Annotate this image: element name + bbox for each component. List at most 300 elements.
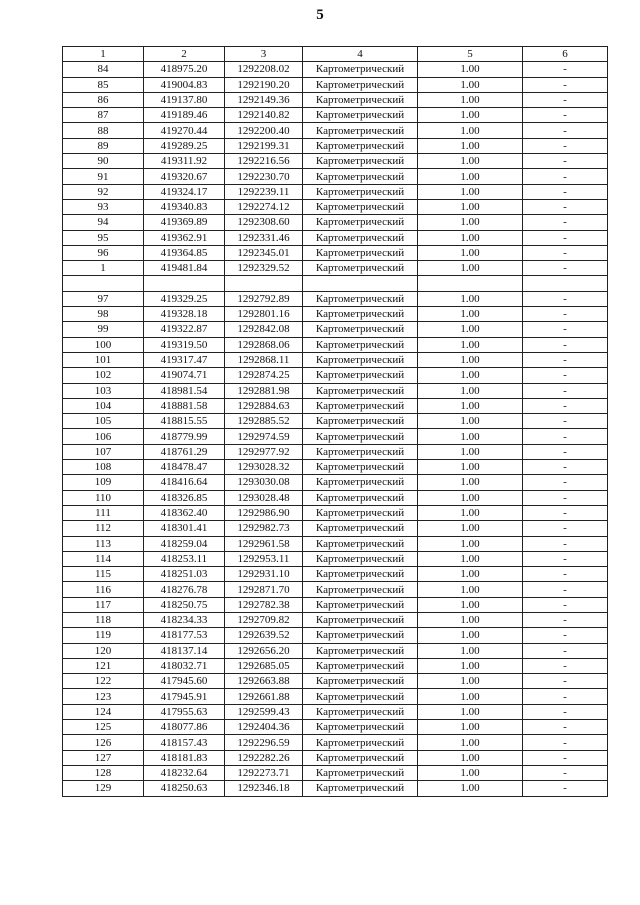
note-cell: - xyxy=(523,199,608,214)
point-number-cell: 100 xyxy=(63,337,144,352)
note-cell: - xyxy=(523,567,608,582)
x-coordinate-cell: 418177.53 xyxy=(144,628,225,643)
x-coordinate-cell: 418301.41 xyxy=(144,521,225,536)
point-number-cell: 90 xyxy=(63,154,144,169)
x-coordinate-cell: 419317.47 xyxy=(144,352,225,367)
y-coordinate-cell: 1292346.18 xyxy=(225,781,303,796)
table-row xyxy=(63,475,608,490)
accuracy-cell: 1.00 xyxy=(418,674,523,689)
table-row xyxy=(63,689,608,704)
x-coordinate-cell: 419369.89 xyxy=(144,215,225,230)
table-row xyxy=(63,184,608,199)
table-row xyxy=(63,551,608,566)
accuracy-cell: 1.00 xyxy=(418,582,523,597)
note-cell: - xyxy=(523,735,608,750)
column-header-1: 1 xyxy=(63,47,144,62)
note-cell: - xyxy=(523,689,608,704)
y-coordinate-cell: 1292782.38 xyxy=(225,597,303,612)
y-coordinate-cell: 1292842.08 xyxy=(225,322,303,337)
y-coordinate-cell: 1292308.60 xyxy=(225,215,303,230)
table-row xyxy=(63,230,608,245)
y-coordinate-cell: 1292230.70 xyxy=(225,169,303,184)
accuracy-cell: 1.00 xyxy=(418,475,523,490)
point-number-cell: 119 xyxy=(63,628,144,643)
method-cell: Картометрический xyxy=(303,505,418,520)
x-coordinate-cell: 418250.63 xyxy=(144,781,225,796)
note-cell: - xyxy=(523,291,608,306)
x-coordinate-cell: 419320.67 xyxy=(144,169,225,184)
point-number-cell: 124 xyxy=(63,704,144,719)
note-cell: - xyxy=(523,444,608,459)
accuracy-cell: 1.00 xyxy=(418,720,523,735)
point-number-cell: 115 xyxy=(63,567,144,582)
accuracy-cell: 1.00 xyxy=(418,567,523,582)
method-cell: Картометрический xyxy=(303,261,418,276)
note-cell: - xyxy=(523,460,608,475)
note-cell: - xyxy=(523,429,608,444)
accuracy-cell: 1.00 xyxy=(418,628,523,643)
y-coordinate-cell: 1292599.43 xyxy=(225,704,303,719)
x-coordinate-cell: 419328.18 xyxy=(144,307,225,322)
point-number-cell: 122 xyxy=(63,674,144,689)
x-coordinate-cell: 418157.43 xyxy=(144,735,225,750)
point-number-cell: 87 xyxy=(63,108,144,123)
table-row xyxy=(63,322,608,337)
table-row xyxy=(63,108,608,123)
method-cell: Картометрический xyxy=(303,720,418,735)
accuracy-cell: 1.00 xyxy=(418,383,523,398)
table-row xyxy=(63,765,608,780)
y-coordinate-cell: 1292977.92 xyxy=(225,444,303,459)
note-cell: - xyxy=(523,154,608,169)
y-coordinate-cell: 1292663.88 xyxy=(225,674,303,689)
method-cell: Картометрический xyxy=(303,215,418,230)
point-number-cell: 92 xyxy=(63,184,144,199)
method-cell: Картометрический xyxy=(303,414,418,429)
x-coordinate-cell: 419074.71 xyxy=(144,368,225,383)
x-coordinate-cell: 419311.92 xyxy=(144,154,225,169)
page-number: 5 xyxy=(316,7,324,23)
header-row xyxy=(63,47,608,62)
table-row xyxy=(63,643,608,658)
note-cell: - xyxy=(523,383,608,398)
note-cell: - xyxy=(523,184,608,199)
y-coordinate-cell: 1292190.20 xyxy=(225,77,303,92)
table-row xyxy=(63,154,608,169)
method-cell: Картометрический xyxy=(303,77,418,92)
x-coordinate-cell: 419322.87 xyxy=(144,322,225,337)
accuracy-cell xyxy=(418,276,523,291)
accuracy-cell: 1.00 xyxy=(418,414,523,429)
y-coordinate-cell: 1292868.06 xyxy=(225,337,303,352)
method-cell: Картометрический xyxy=(303,582,418,597)
table-row xyxy=(63,352,608,367)
y-coordinate-cell: 1292709.82 xyxy=(225,612,303,627)
method-cell: Картометрический xyxy=(303,383,418,398)
note-cell: - xyxy=(523,490,608,505)
note-cell: - xyxy=(523,475,608,490)
table-header xyxy=(63,47,608,62)
note-cell: - xyxy=(523,92,608,107)
x-coordinate-cell: 418077.86 xyxy=(144,720,225,735)
point-number-cell: 105 xyxy=(63,414,144,429)
method-cell: Картометрический xyxy=(303,230,418,245)
x-coordinate-cell: 418259.04 xyxy=(144,536,225,551)
table-row xyxy=(63,261,608,276)
column-header-2: 2 xyxy=(144,47,225,62)
note-cell: - xyxy=(523,62,608,77)
point-number-cell: 98 xyxy=(63,307,144,322)
y-coordinate-cell: 1292961.58 xyxy=(225,536,303,551)
note-cell: - xyxy=(523,307,608,322)
method-cell: Картометрический xyxy=(303,307,418,322)
y-coordinate-cell: 1292685.05 xyxy=(225,658,303,673)
note-cell: - xyxy=(523,674,608,689)
note-cell: - xyxy=(523,612,608,627)
table-row xyxy=(63,307,608,322)
method-cell: Картометрический xyxy=(303,567,418,582)
note-cell: - xyxy=(523,322,608,337)
table-row xyxy=(63,750,608,765)
table-row xyxy=(63,582,608,597)
y-coordinate-cell: 1293028.32 xyxy=(225,460,303,475)
note-cell: - xyxy=(523,123,608,138)
method-cell: Картометрический xyxy=(303,551,418,566)
table-row xyxy=(63,567,608,582)
note-cell: - xyxy=(523,352,608,367)
point-number-cell: 127 xyxy=(63,750,144,765)
method-cell: Картометрический xyxy=(303,92,418,107)
y-coordinate-cell: 1292801.16 xyxy=(225,307,303,322)
y-coordinate-cell: 1292274.12 xyxy=(225,199,303,214)
method-cell: Картометрический xyxy=(303,169,418,184)
x-coordinate-cell: 419319.50 xyxy=(144,337,225,352)
x-coordinate-cell: 419362.91 xyxy=(144,230,225,245)
accuracy-cell: 1.00 xyxy=(418,123,523,138)
separator-row xyxy=(63,276,608,291)
x-coordinate-cell: 418253.11 xyxy=(144,551,225,566)
point-number-cell: 128 xyxy=(63,765,144,780)
x-coordinate-cell: 418181.83 xyxy=(144,750,225,765)
note-cell: - xyxy=(523,245,608,260)
method-cell: Картометрический xyxy=(303,689,418,704)
point-number-cell: 94 xyxy=(63,215,144,230)
note-cell: - xyxy=(523,261,608,276)
column-header-5: 5 xyxy=(418,47,523,62)
note-cell xyxy=(523,276,608,291)
y-coordinate-cell: 1292329.52 xyxy=(225,261,303,276)
point-number-cell: 117 xyxy=(63,597,144,612)
point-number-cell: 125 xyxy=(63,720,144,735)
table-body xyxy=(63,62,608,796)
note-cell: - xyxy=(523,77,608,92)
x-coordinate-cell: 418032.71 xyxy=(144,658,225,673)
method-cell: Картометрический xyxy=(303,735,418,750)
method-cell: Картометрический xyxy=(303,643,418,658)
note-cell: - xyxy=(523,368,608,383)
accuracy-cell: 1.00 xyxy=(418,658,523,673)
y-coordinate-cell: 1292656.20 xyxy=(225,643,303,658)
table-row xyxy=(63,337,608,352)
point-number-cell: 108 xyxy=(63,460,144,475)
note-cell: - xyxy=(523,414,608,429)
accuracy-cell: 1.00 xyxy=(418,368,523,383)
y-coordinate-cell: 1292200.40 xyxy=(225,123,303,138)
point-number-cell: 85 xyxy=(63,77,144,92)
accuracy-cell: 1.00 xyxy=(418,245,523,260)
table-row xyxy=(63,597,608,612)
point-number-cell: 116 xyxy=(63,582,144,597)
table-row xyxy=(63,123,608,138)
x-coordinate-cell: 418250.75 xyxy=(144,597,225,612)
table-row xyxy=(63,536,608,551)
table-row xyxy=(63,460,608,475)
point-number-cell: 109 xyxy=(63,475,144,490)
note-cell: - xyxy=(523,750,608,765)
table-row xyxy=(63,735,608,750)
accuracy-cell: 1.00 xyxy=(418,261,523,276)
accuracy-cell: 1.00 xyxy=(418,781,523,796)
accuracy-cell: 1.00 xyxy=(418,536,523,551)
column-header-4: 4 xyxy=(303,47,418,62)
x-coordinate-cell: 418975.20 xyxy=(144,62,225,77)
table-row xyxy=(63,62,608,77)
point-number-cell: 102 xyxy=(63,368,144,383)
note-cell: - xyxy=(523,720,608,735)
point-number-cell: 123 xyxy=(63,689,144,704)
accuracy-cell: 1.00 xyxy=(418,521,523,536)
y-coordinate-cell: 1292868.11 xyxy=(225,352,303,367)
y-coordinate-cell: 1292345.01 xyxy=(225,245,303,260)
method-cell: Картометрический xyxy=(303,154,418,169)
x-coordinate-cell: 418326.85 xyxy=(144,490,225,505)
y-coordinate-cell: 1292199.31 xyxy=(225,138,303,153)
table-row xyxy=(63,291,608,306)
x-coordinate-cell: 417945.91 xyxy=(144,689,225,704)
note-cell: - xyxy=(523,108,608,123)
note-cell: - xyxy=(523,215,608,230)
accuracy-cell: 1.00 xyxy=(418,612,523,627)
note-cell: - xyxy=(523,398,608,413)
point-number-cell: 1 xyxy=(63,261,144,276)
x-coordinate-cell: 419270.44 xyxy=(144,123,225,138)
point-number-cell: 121 xyxy=(63,658,144,673)
x-coordinate-cell: 417945.60 xyxy=(144,674,225,689)
y-coordinate-cell: 1292273.71 xyxy=(225,765,303,780)
table-row xyxy=(63,521,608,536)
table-row xyxy=(63,612,608,627)
coordinates-table xyxy=(62,46,608,797)
note-cell: - xyxy=(523,337,608,352)
note-cell: - xyxy=(523,505,608,520)
method-cell: Картометрический xyxy=(303,245,418,260)
point-number-cell: 93 xyxy=(63,199,144,214)
x-coordinate-cell: 418981.54 xyxy=(144,383,225,398)
x-coordinate-cell: 418761.29 xyxy=(144,444,225,459)
accuracy-cell: 1.00 xyxy=(418,398,523,413)
y-coordinate-cell: 1293028.48 xyxy=(225,490,303,505)
accuracy-cell: 1.00 xyxy=(418,735,523,750)
x-coordinate-cell: 419189.46 xyxy=(144,108,225,123)
note-cell: - xyxy=(523,230,608,245)
method-cell: Картометрический xyxy=(303,765,418,780)
note-cell: - xyxy=(523,704,608,719)
point-number-cell: 88 xyxy=(63,123,144,138)
point-number-cell: 112 xyxy=(63,521,144,536)
accuracy-cell: 1.00 xyxy=(418,230,523,245)
table-row xyxy=(63,720,608,735)
note-cell: - xyxy=(523,597,608,612)
note-cell: - xyxy=(523,138,608,153)
table-row xyxy=(63,414,608,429)
note-cell: - xyxy=(523,765,608,780)
y-coordinate-cell: 1292296.59 xyxy=(225,735,303,750)
method-cell: Картометрический xyxy=(303,460,418,475)
accuracy-cell: 1.00 xyxy=(418,169,523,184)
accuracy-cell: 1.00 xyxy=(418,444,523,459)
accuracy-cell: 1.00 xyxy=(418,505,523,520)
method-cell: Картометрический xyxy=(303,429,418,444)
point-number-cell: 103 xyxy=(63,383,144,398)
accuracy-cell: 1.00 xyxy=(418,765,523,780)
y-coordinate-cell: 1292885.52 xyxy=(225,414,303,429)
y-coordinate-cell: 1292331.46 xyxy=(225,230,303,245)
table-row xyxy=(63,138,608,153)
accuracy-cell: 1.00 xyxy=(418,184,523,199)
method-cell: Картометрический xyxy=(303,612,418,627)
point-number-cell: 114 xyxy=(63,551,144,566)
note-cell: - xyxy=(523,643,608,658)
accuracy-cell: 1.00 xyxy=(418,704,523,719)
table-row xyxy=(63,674,608,689)
x-coordinate-cell: 418881.58 xyxy=(144,398,225,413)
point-number-cell: 106 xyxy=(63,429,144,444)
table-row xyxy=(63,383,608,398)
table-row xyxy=(63,368,608,383)
point-number-cell: 89 xyxy=(63,138,144,153)
table-row xyxy=(63,215,608,230)
column-header-6: 6 xyxy=(523,47,608,62)
table-row xyxy=(63,781,608,796)
note-cell: - xyxy=(523,169,608,184)
point-number-cell: 96 xyxy=(63,245,144,260)
x-coordinate-cell: 419004.83 xyxy=(144,77,225,92)
method-cell: Картометрический xyxy=(303,62,418,77)
accuracy-cell: 1.00 xyxy=(418,62,523,77)
x-coordinate-cell: 418779.99 xyxy=(144,429,225,444)
x-coordinate-cell: 418234.33 xyxy=(144,612,225,627)
method-cell: Картометрический xyxy=(303,674,418,689)
accuracy-cell: 1.00 xyxy=(418,551,523,566)
method-cell: Картометрический xyxy=(303,536,418,551)
point-number-cell: 110 xyxy=(63,490,144,505)
x-coordinate-cell: 419324.17 xyxy=(144,184,225,199)
point-number-cell: 107 xyxy=(63,444,144,459)
table-row xyxy=(63,245,608,260)
accuracy-cell: 1.00 xyxy=(418,460,523,475)
x-coordinate-cell xyxy=(144,276,225,291)
point-number-cell: 101 xyxy=(63,352,144,367)
x-coordinate-cell: 419340.83 xyxy=(144,199,225,214)
x-coordinate-cell: 418478.47 xyxy=(144,460,225,475)
column-header-3: 3 xyxy=(225,47,303,62)
note-cell: - xyxy=(523,551,608,566)
point-number-cell: 113 xyxy=(63,536,144,551)
table-row xyxy=(63,199,608,214)
table-row xyxy=(63,77,608,92)
method-cell: Картометрический xyxy=(303,322,418,337)
x-coordinate-cell: 419364.85 xyxy=(144,245,225,260)
accuracy-cell: 1.00 xyxy=(418,215,523,230)
point-number-cell: 99 xyxy=(63,322,144,337)
accuracy-cell: 1.00 xyxy=(418,291,523,306)
point-number-cell: 86 xyxy=(63,92,144,107)
accuracy-cell: 1.00 xyxy=(418,597,523,612)
method-cell: Картометрический xyxy=(303,184,418,199)
y-coordinate-cell: 1292661.88 xyxy=(225,689,303,704)
accuracy-cell: 1.00 xyxy=(418,77,523,92)
table-row xyxy=(63,704,608,719)
x-coordinate-cell: 419329.25 xyxy=(144,291,225,306)
accuracy-cell: 1.00 xyxy=(418,689,523,704)
method-cell xyxy=(303,276,418,291)
y-coordinate-cell: 1292953.11 xyxy=(225,551,303,566)
x-coordinate-cell: 417955.63 xyxy=(144,704,225,719)
accuracy-cell: 1.00 xyxy=(418,429,523,444)
method-cell: Картометрический xyxy=(303,750,418,765)
accuracy-cell: 1.00 xyxy=(418,322,523,337)
y-coordinate-cell: 1292149.36 xyxy=(225,92,303,107)
point-number-cell: 118 xyxy=(63,612,144,627)
accuracy-cell: 1.00 xyxy=(418,337,523,352)
point-number-cell: 91 xyxy=(63,169,144,184)
table-row xyxy=(63,429,608,444)
method-cell: Картометрический xyxy=(303,368,418,383)
method-cell: Картометрический xyxy=(303,490,418,505)
y-coordinate-cell: 1292931.10 xyxy=(225,567,303,582)
accuracy-cell: 1.00 xyxy=(418,138,523,153)
table-row xyxy=(63,658,608,673)
point-number-cell: 97 xyxy=(63,291,144,306)
table-row xyxy=(63,398,608,413)
point-number-cell: 111 xyxy=(63,505,144,520)
y-coordinate-cell xyxy=(225,276,303,291)
x-coordinate-cell: 418362.40 xyxy=(144,505,225,520)
y-coordinate-cell: 1292986.90 xyxy=(225,505,303,520)
method-cell: Картометрический xyxy=(303,108,418,123)
x-coordinate-cell: 418137.14 xyxy=(144,643,225,658)
point-number-cell: 129 xyxy=(63,781,144,796)
method-cell: Картометрический xyxy=(303,521,418,536)
point-number-cell: 126 xyxy=(63,735,144,750)
method-cell: Картометрический xyxy=(303,291,418,306)
x-coordinate-cell: 418251.03 xyxy=(144,567,225,582)
point-number-cell xyxy=(63,276,144,291)
x-coordinate-cell: 418416.64 xyxy=(144,475,225,490)
x-coordinate-cell: 419289.25 xyxy=(144,138,225,153)
x-coordinate-cell: 418815.55 xyxy=(144,414,225,429)
method-cell: Картометрический xyxy=(303,658,418,673)
x-coordinate-cell: 419137.80 xyxy=(144,92,225,107)
method-cell: Картометрический xyxy=(303,704,418,719)
y-coordinate-cell: 1292881.98 xyxy=(225,383,303,398)
y-coordinate-cell: 1293030.08 xyxy=(225,475,303,490)
method-cell: Картометрический xyxy=(303,628,418,643)
x-coordinate-cell: 418232.64 xyxy=(144,765,225,780)
note-cell: - xyxy=(523,521,608,536)
y-coordinate-cell: 1292874.25 xyxy=(225,368,303,383)
table-row xyxy=(63,628,608,643)
